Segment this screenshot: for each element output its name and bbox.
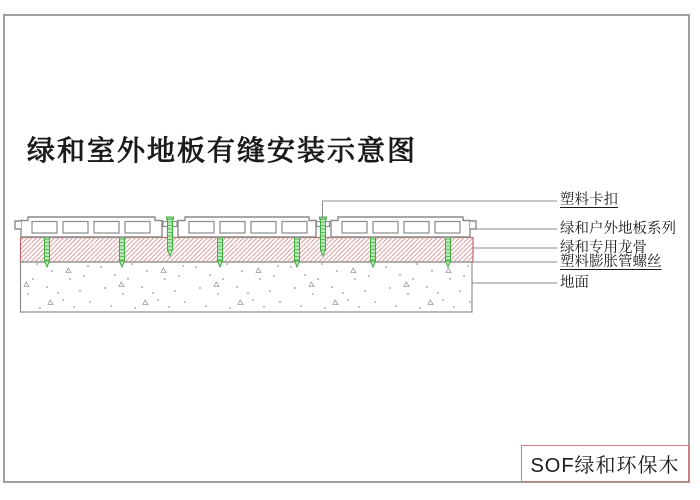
deck-board-3	[331, 217, 476, 237]
brand-label: SOF绿和环保木	[530, 455, 680, 477]
ground-concrete	[21, 262, 473, 312]
page-title: 绿和室外地板有缝安装示意图	[27, 135, 418, 166]
deck-board-1	[15, 217, 162, 237]
callout-expansion-screw: 塑料膨胀管螺丝	[560, 254, 662, 270]
brand-box	[521, 445, 689, 482]
deck-board-2	[178, 217, 316, 237]
callout-ground: 地面	[560, 275, 589, 291]
callout-outdoor-deck-series: 绿和户外地板系列	[560, 221, 676, 237]
callout-plastic-clip: 塑料卡扣	[560, 192, 618, 208]
joist-hatch-layer	[21, 238, 474, 263]
callout-special-joist: 绿和专用龙骨	[560, 240, 647, 256]
